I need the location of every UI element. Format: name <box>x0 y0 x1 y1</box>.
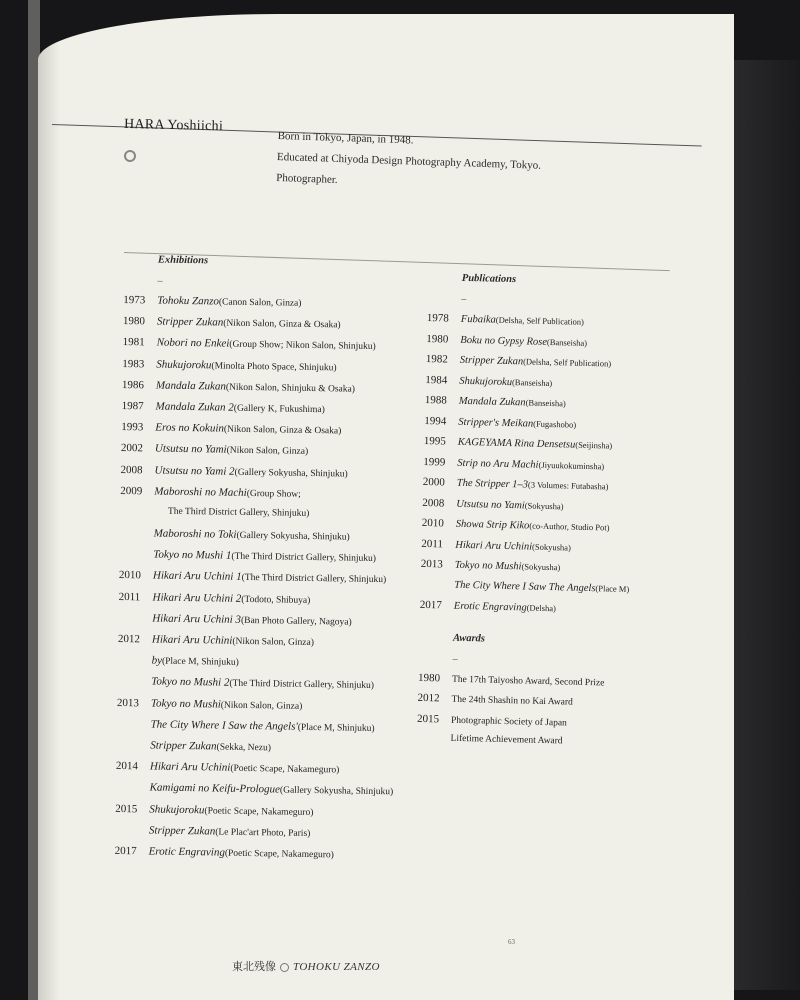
publications-heading: Publications <box>461 272 517 286</box>
work-detail: (co-Author, Studio Pot) <box>529 520 610 533</box>
work-detail: (The Third District Gallery, Shinjuku) <box>229 679 375 692</box>
work-title: Utsutsu no Yami <box>456 498 525 511</box>
work-detail: (Banseisha) <box>546 336 588 348</box>
work-detail: (Group Show; Nikon Salon, Shinjuku) <box>229 340 376 353</box>
award-text: Lifetime Achievement Award <box>450 733 563 747</box>
year-label: 2008 <box>422 496 445 509</box>
year-label <box>115 833 149 834</box>
work-title: Boku no Gypsy Rose <box>460 334 548 348</box>
running-footer <box>232 958 380 974</box>
year-label <box>117 727 151 728</box>
work-title: Shukujoroku <box>156 358 212 371</box>
year-label <box>119 557 153 558</box>
work-detail: (Seijinsha) <box>575 439 613 451</box>
work-title: KAGEYAMA Rina Densetsu <box>457 436 576 451</box>
year-label: 1982 <box>425 352 449 366</box>
work-detail: (Nikon Salon, Ginza) <box>226 445 309 458</box>
year-label <box>118 621 152 622</box>
awards-list <box>416 671 676 759</box>
work-title: Hikari Aru Uchini <box>151 633 233 647</box>
work-detail: (Jiyuukokuminsha) <box>538 459 605 471</box>
year-label: 2012 <box>117 632 141 646</box>
work-detail: (Poetic Scape, Nakameguro) <box>230 763 340 776</box>
work-detail: (Todoto, Shibuya) <box>241 594 311 606</box>
work-detail: (Sokyusha) <box>521 561 561 573</box>
book-cover-edge <box>734 60 800 990</box>
work-title: Tokyo no Mushi <box>454 559 522 573</box>
work-detail: (Delsha) <box>526 602 557 614</box>
work-title: Hikari Aru Uchini 1 <box>152 569 242 584</box>
bio-line: Photographer. <box>276 171 338 187</box>
work-title: Tohoku Zanzo <box>157 294 220 308</box>
bio-line: Born in Tokyo, Japan, in 1948. <box>277 129 414 147</box>
work-detail: (Place M, Shinjuku) <box>297 722 375 734</box>
work-title: Stripper Zukan <box>148 824 216 838</box>
year-label: 2000 <box>422 475 446 489</box>
year-label <box>118 663 152 664</box>
work-detail: (Sokyusha) <box>532 541 571 553</box>
work-title: Shukujoroku <box>459 375 513 388</box>
awards-dash: – <box>452 653 458 665</box>
work-detail: (Nikon Salon, Ginza) <box>220 700 303 712</box>
year-label: 2017 <box>419 598 443 612</box>
year-label: 2013 <box>116 696 140 709</box>
work-detail: (Sokyusha) <box>524 499 564 511</box>
work-detail: (Le Plac'art Photo, Paris) <box>215 827 311 839</box>
year-label: 1983 <box>122 357 145 370</box>
year-label: 2010 <box>118 569 142 582</box>
work-title: Utsutsu no Yami 2 <box>154 464 235 478</box>
awards-heading: Awards <box>452 632 486 644</box>
work-detail: (The Third District Gallery, Shinjuku) <box>241 573 387 586</box>
year-label: 2010 <box>421 516 445 530</box>
bio-line: Educated at Chiyoda Design Photography Academy, Tokyo. <box>276 150 542 172</box>
work-title: Tokyo no Mushi 2 <box>151 675 230 690</box>
exhibitions-heading: Exhibitions <box>157 254 209 267</box>
work-detail: (Nikon Salon, Ginza) <box>232 636 314 649</box>
award-text: The 17th Taiyosho Award, Second Prize <box>451 674 605 688</box>
work-title: Erotic Engraving <box>453 600 527 614</box>
year-label: 2008 <box>120 463 143 476</box>
work-title: Shukujoroku <box>149 802 205 816</box>
circle-mark-icon <box>280 963 289 972</box>
work-title: Maboroshi no Machi <box>154 485 247 499</box>
work-title: Hikari Aru Uchini 2 <box>152 591 242 605</box>
work-detail: (Nikon Salon, Ginza & Osaka) <box>223 424 342 437</box>
year-label <box>417 740 451 741</box>
work-detail: (Poetic Scape, Nakameguro) <box>204 805 314 818</box>
publications-column <box>416 272 686 760</box>
year-label: 2015 <box>416 712 440 725</box>
work-title: by <box>151 654 163 667</box>
year-label: 2013 <box>420 557 444 571</box>
publications-list <box>420 312 685 626</box>
work-detail: (Delsha, Self Publication) <box>523 356 612 369</box>
work-detail: (Canon Salon, Ginza) <box>218 297 302 309</box>
work-title: Maboroshi no Toki <box>153 527 237 541</box>
artist-name: HARA Yoshiichi <box>123 116 224 135</box>
year-label: 1994 <box>424 414 447 427</box>
work-title: Stripper Zukan <box>459 354 524 368</box>
work-detail: (Gallery Sokyusha, Shinjuku) <box>236 530 350 543</box>
work-detail: (Place M) <box>595 582 630 594</box>
work-title: Utsutsu no Yami <box>154 442 227 456</box>
year-label: 1981 <box>122 336 145 349</box>
year-label <box>120 513 154 514</box>
work-title: Erotic Engraving <box>148 845 225 859</box>
exhibitions-column <box>114 254 454 871</box>
year-label: 1995 <box>423 434 447 448</box>
work-title: The City Where I Saw the Angels' <box>150 718 298 733</box>
work-title: Nobori no Enkei <box>156 336 230 351</box>
year-label: 1987 <box>121 399 144 413</box>
work-title: Kamigami no Keifu-Prologue <box>149 781 281 796</box>
year-label: 1993 <box>121 421 144 434</box>
award-text: The 24th Shashin no Kai Award <box>451 694 573 708</box>
year-label: 2011 <box>118 590 141 603</box>
year-label <box>117 684 151 685</box>
work-detail: (Place M, Shinjuku) <box>161 656 239 669</box>
work-title: Stripper's Meikan <box>458 416 534 430</box>
year-label <box>116 748 150 749</box>
work-detail: The Third District Gallery, Shinjuku) <box>167 506 310 519</box>
year-label: 2017 <box>114 844 137 858</box>
work-title: Tokyo no Mushi 1 <box>153 548 232 562</box>
work-detail: (Nikon Salon, Ginza & Osaka) <box>223 318 341 331</box>
page-number: 63 <box>508 938 515 946</box>
work-title: The City Where I Saw The Angels <box>454 579 596 594</box>
footer-japanese-title: 東北残像 <box>232 961 276 973</box>
work-title: Tokyo no Mushi <box>150 697 221 711</box>
footer-title: TOHOKU ZANZO <box>293 961 380 973</box>
publications-dash: – <box>461 293 467 305</box>
year-label: 2012 <box>417 691 440 705</box>
work-detail: (Gallery K, Fukushima) <box>233 403 325 416</box>
award-text: Photographic Society of Japan <box>450 715 567 729</box>
work-title: Hikari Aru Uchini <box>149 760 231 774</box>
year-label: 1980 <box>122 315 146 328</box>
work-title: Stripper Zukan <box>150 739 217 753</box>
year-label <box>420 586 454 587</box>
work-detail: (Gallery Sokyusha, Shinjuku) <box>234 467 348 480</box>
year-label: 1980 <box>426 332 449 346</box>
year-label: 2002 <box>120 442 144 455</box>
year-label: 1999 <box>423 455 446 468</box>
work-detail: (Delsha, Self Publication) <box>495 314 585 327</box>
year-label: 1980 <box>417 671 441 684</box>
work-title: Hikari Aru Uchini 3 <box>152 612 242 626</box>
year-label: 1978 <box>426 311 450 325</box>
work-detail: (Poetic Scape, Nakameguro) <box>224 848 334 861</box>
work-title: Fubaika <box>460 313 496 326</box>
year-label <box>120 536 154 537</box>
year-label: 2015 <box>115 802 138 815</box>
circle-mark-icon <box>124 150 136 162</box>
work-detail: (Banseisha) <box>511 376 553 388</box>
work-detail: (Banseisha) <box>525 397 566 409</box>
work-detail: (Minolta Photo Space, Shinjuku) <box>211 360 337 373</box>
work-title: Mandala Zukan 2 <box>155 400 234 414</box>
work-detail: (Group Show; <box>246 488 301 500</box>
year-label <box>116 790 150 791</box>
year-label: 1986 <box>121 378 145 392</box>
exhibitions-dash: – <box>157 275 163 287</box>
year-label: 1988 <box>424 393 448 407</box>
work-detail: (Nikon Salon, Shinjuku & Osaka) <box>225 382 356 395</box>
year-label: 1973 <box>123 293 146 307</box>
work-detail: (Fugashobo) <box>533 418 577 430</box>
artist-bio <box>276 126 578 199</box>
work-title: Stripper Zukan <box>156 315 224 329</box>
work-title: Mandala Zukan <box>458 395 526 409</box>
work-detail: (3 Volumes: Futabasha) <box>527 479 609 492</box>
work-title: Showa Strip Kiko <box>455 518 530 532</box>
work-title: Hikari Aru Uchini <box>455 539 533 553</box>
work-title: Mandala Zukan <box>155 379 227 393</box>
work-detail: (The Third District Gallery, Shinjuku) <box>231 551 377 565</box>
work-detail: (Gallery Sokyusha, Shinjuku) <box>279 785 394 798</box>
work-title: The Stripper 1–3 <box>456 477 529 491</box>
work-detail: (Ban Photo Gallery, Nagoya) <box>240 615 352 628</box>
exhibitions-list <box>114 294 453 871</box>
year-label: 2009 <box>120 484 143 498</box>
year-label: 2011 <box>421 537 444 550</box>
work-title: Eros no Kokuin <box>155 421 225 435</box>
year-label: 2014 <box>115 760 139 773</box>
year-label: 1984 <box>425 373 448 387</box>
work-detail: (Sekka, Nezu) <box>216 742 271 754</box>
work-title: Strip no Aru Machi <box>457 457 539 471</box>
